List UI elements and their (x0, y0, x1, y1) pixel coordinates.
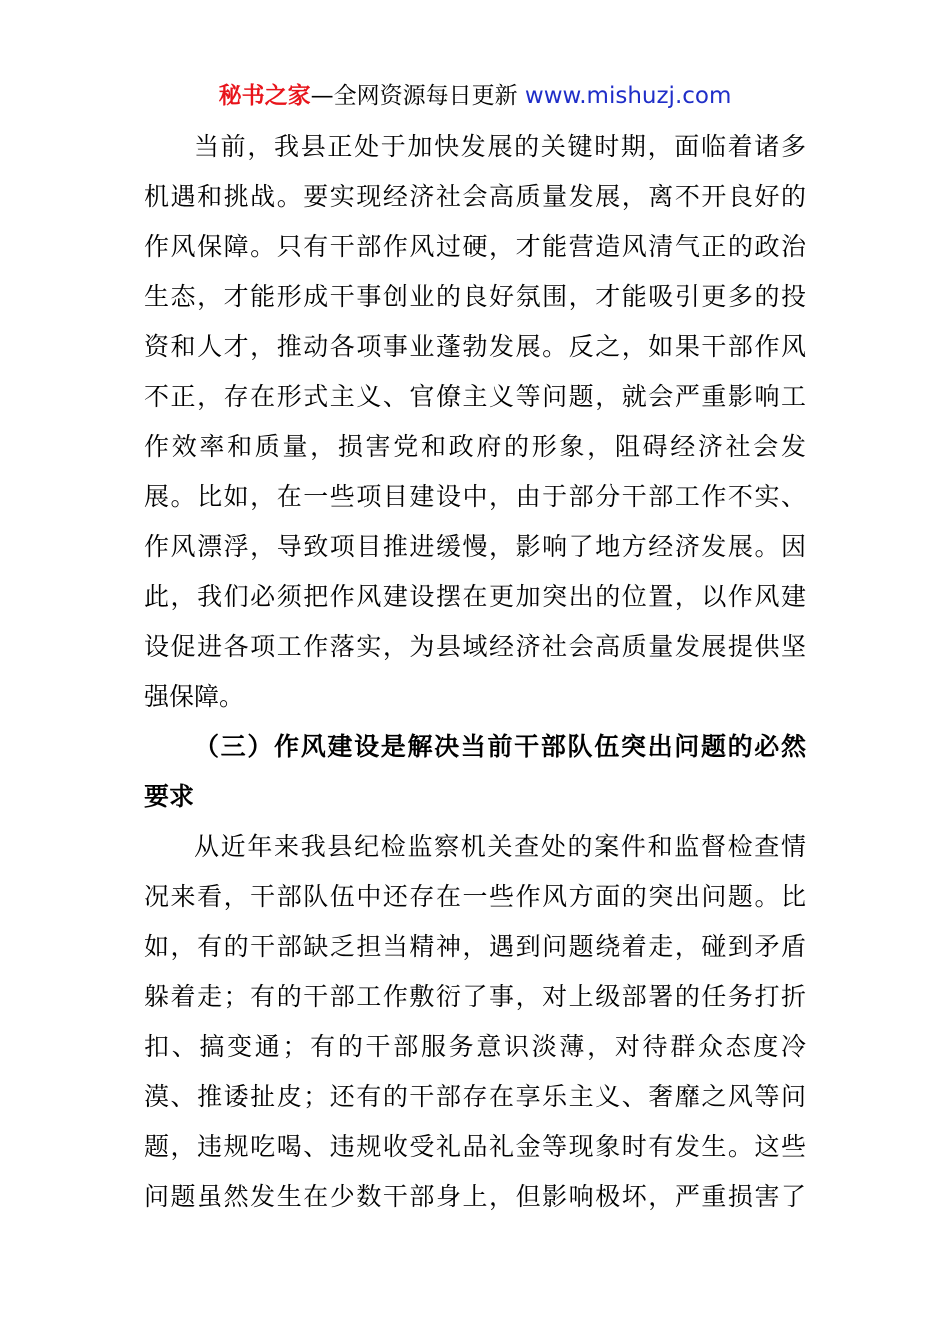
text-line: 当前，我县正处于加快发展的关键时期，面临着诸多 (194, 132, 806, 161)
text-line: 生态，才能形成干事创业的良好氛围，才能吸引更多的投 (144, 282, 806, 311)
heading-line: （三）作风建设是解决当前干部队伍突出问题的必然 (194, 732, 806, 761)
text-line: 资和人才，推动各项事业蓬勃发展。反之，如果干部作风 (144, 332, 806, 361)
text-line: 强保障。 (144, 682, 245, 711)
text-line: 从近年来我县纪检监察机关查处的案件和监督检查情 (194, 832, 806, 861)
text-line: 躲着走；有的干部工作敷衍了事，对上级部署的任务打折 (144, 982, 806, 1011)
site-url-link[interactable]: www.mishuzj.com (524, 83, 732, 109)
document-body (144, 122, 806, 1222)
site-brand: 秘书之家 (218, 83, 311, 109)
text-line: 机遇和挑战。要实现经济社会高质量发展，离不开良好的 (144, 182, 806, 211)
section-heading (144, 722, 806, 822)
text-line: 作风保障。只有干部作风过硬，才能营造风清气正的政治 (144, 232, 806, 261)
text-line: 问题虽然发生在少数干部身上，但影响极坏，严重损害了 (144, 1182, 806, 1211)
text-line: 作风漂浮，导致项目推进缓慢，影响了地方经济发展。因 (144, 532, 806, 561)
text-line: 况来看，干部队伍中还存在一些作风方面的突出问题。比 (144, 882, 806, 911)
watermark-header (0, 80, 950, 112)
text-line: 展。比如，在一些项目建设中，由于部分干部工作不实、 (144, 482, 806, 511)
text-line: 此，我们必须把作风建设摆在更加突出的位置，以作风建 (144, 582, 806, 611)
text-line: 作效率和质量，损害党和政府的形象，阻碍经济社会发 (144, 432, 806, 461)
text-line: 不正，存在形式主义、官僚主义等问题，就会严重影响工 (144, 382, 806, 411)
paragraph (144, 122, 806, 722)
text-line: 如，有的干部缺乏担当精神，遇到问题绕着走，碰到矛盾 (144, 932, 806, 961)
heading-line: 要求 (144, 782, 195, 811)
text-line: 漠、推诿扯皮；还有的干部存在享乐主义、奢靡之风等问 (144, 1082, 806, 1111)
paragraph (144, 822, 806, 1222)
text-line: 扣、搞变通；有的干部服务意识淡薄，对待群众态度冷 (144, 1032, 806, 1061)
text-line: 题，违规吃喝、违规收受礼品礼金等现象时有发生。这些 (144, 1132, 806, 1161)
text-line: 设促进各项工作落实，为县域经济社会高质量发展提供坚 (144, 632, 806, 661)
site-tagline: —全网资源每日更新 (310, 83, 525, 109)
